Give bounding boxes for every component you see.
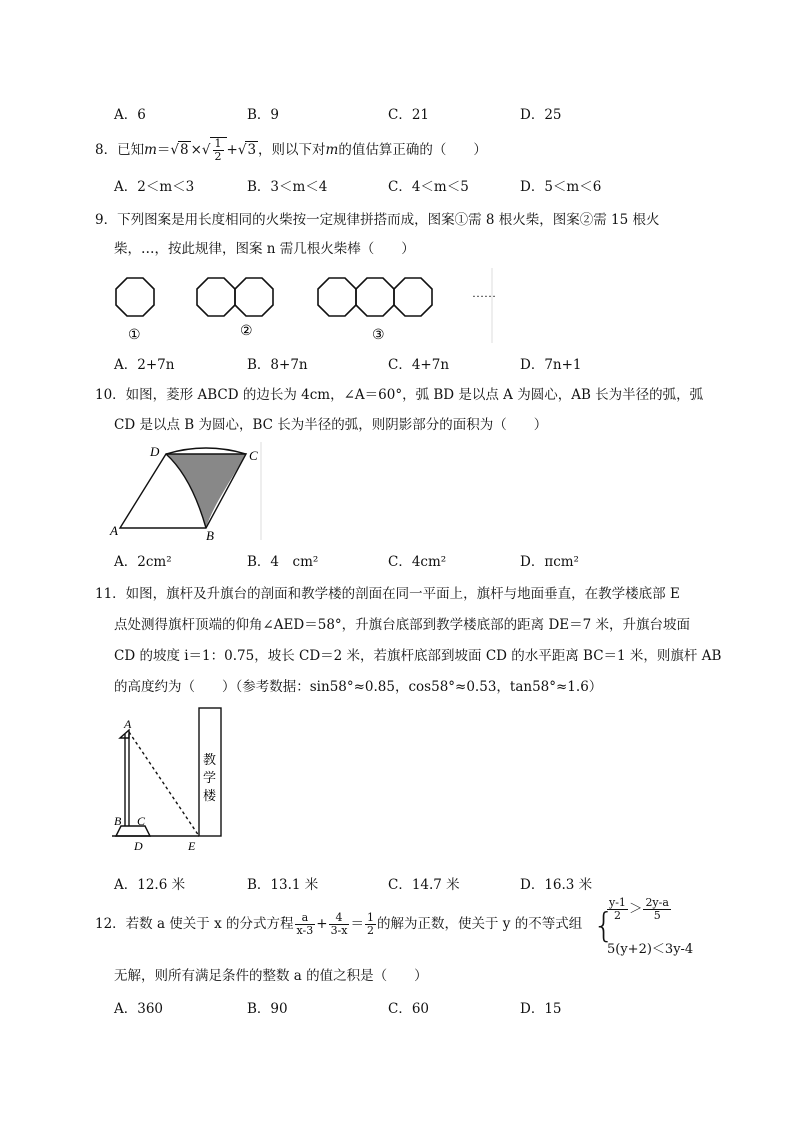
q8-tail1: ，则以下对 bbox=[258, 142, 326, 158]
q10-label-c: C bbox=[249, 448, 258, 463]
q12-line2: 无解，则所有满足条件的整数 a 的值之积是（ ） bbox=[114, 968, 428, 984]
q8-tail2: 的值估算正确的（ ） bbox=[338, 142, 487, 158]
q10-option-b: B．4 cm² bbox=[247, 554, 319, 570]
q10-label-d: D bbox=[150, 444, 160, 459]
octagon-2a bbox=[197, 278, 235, 316]
q12-ineq1 bbox=[606, 897, 672, 922]
q11-line4: 的高度约为（ ）（参考数据：sin58°≈0.85，cos58°≈0.53，tan58°≈1.6） bbox=[114, 679, 603, 695]
q12-frac2-num: 4 bbox=[329, 912, 350, 925]
q7-option-b: B．9 bbox=[247, 107, 280, 123]
q10-label-b: B bbox=[206, 528, 214, 542]
q12-option-a: A．360 bbox=[114, 1001, 164, 1017]
q9-label-3: ③ bbox=[372, 328, 385, 343]
octagon-3b bbox=[356, 278, 394, 316]
q8-option-c: C．4＜m＜5 bbox=[388, 179, 469, 195]
q11-label-c: C bbox=[137, 814, 146, 828]
q8-option-d: D．5＜m＜6 bbox=[520, 179, 602, 195]
q9-figure bbox=[100, 265, 500, 345]
q12-eq: ＝ bbox=[350, 916, 364, 932]
q11-option-a: A．12.6 米 bbox=[114, 877, 186, 893]
q12-frac2-den: 3-x bbox=[330, 924, 348, 937]
q11-line1: 11．如图，旗杆及升旗台的剖面和教学楼的剖面在同一平面上，旗杆与地面垂直，在教学楼底部 E bbox=[95, 586, 680, 602]
q8-plus: + bbox=[226, 142, 238, 158]
q12-mid: 的解为正数，使关于 y 的不等式组 bbox=[376, 916, 583, 932]
q12-ineq1-rnum: 2y-a bbox=[645, 896, 669, 909]
q9-line1: 9．下列图案是用长度相同的火柴按一定规律拼搭而成，图案①需 8 根火柴，图案②需 15 根火 bbox=[95, 212, 660, 228]
q10-shaded-region bbox=[166, 454, 246, 528]
q11-figure bbox=[108, 702, 238, 858]
q7-option-d: D．25 bbox=[520, 107, 562, 123]
q10-option-d: D．πcm² bbox=[520, 554, 579, 570]
q10-label-a: A bbox=[110, 523, 118, 538]
q8-option-a: A．2＜m＜3 bbox=[114, 179, 195, 195]
q8-var-m: m bbox=[144, 142, 157, 158]
q11-building-char-2: 学 bbox=[203, 770, 217, 785]
q11-building-char-1: 教 bbox=[203, 752, 217, 767]
q12-ineq1-lden: 2 bbox=[613, 909, 621, 922]
q11-building-char-3: 楼 bbox=[203, 788, 217, 803]
q12-frac-2 bbox=[329, 912, 350, 937]
q11-option-d: D．16.3 米 bbox=[520, 877, 593, 893]
q11-label-e: E bbox=[188, 839, 196, 853]
q10-line1: 10．如图，菱形 ABCD 的边长为 4cm，∠A＝60°，弧 BD 是以点 A 为圆心，AB 长为半径的弧，弧 bbox=[95, 387, 704, 403]
q12-stem bbox=[95, 912, 582, 937]
q12-ineq1-lnum: y-1 bbox=[609, 896, 626, 909]
q8-sqrt1: 8 bbox=[180, 142, 189, 158]
octagon-3a bbox=[318, 278, 356, 316]
q8-sqrt-sign3: √ bbox=[237, 142, 247, 158]
q9-option-c: C．4+7n bbox=[388, 357, 450, 373]
q9-option-a: A．2+7n bbox=[114, 357, 175, 373]
q8-stem bbox=[95, 137, 487, 163]
q12-frac-1 bbox=[295, 912, 316, 937]
q12-plus: + bbox=[316, 916, 328, 932]
q8-sqrt2: 3 bbox=[247, 142, 257, 158]
octagon-2b bbox=[235, 278, 273, 316]
q8-frac-num: 1 bbox=[214, 137, 222, 150]
q12-ineq1-right bbox=[643, 897, 671, 922]
q11-label-b: B bbox=[114, 814, 122, 828]
q7-option-a: A．6 bbox=[114, 107, 146, 123]
q8-option-b: B．3＜m＜4 bbox=[247, 179, 328, 195]
q12-brace: { bbox=[593, 906, 615, 946]
q8-times: × bbox=[190, 142, 202, 158]
q11-line3: CD 的坡度 i＝1：0.75，坡长 CD＝2 米，若旗杆底部到坡面 CD 的水平距离 BC＝1 米，则旗杆 AB bbox=[114, 648, 722, 664]
q12-ineq2: 5(y+2)＜3y-4 bbox=[607, 942, 694, 957]
q12-frac3-num: 1 bbox=[366, 911, 374, 924]
q8-eq: ＝ bbox=[156, 142, 171, 158]
q11-label-d: D bbox=[134, 839, 143, 853]
q7-option-c: C．21 bbox=[388, 107, 430, 123]
q8-fraction bbox=[213, 138, 224, 163]
q12-pre: 12．若数 a 使关于 x 的分式方程 bbox=[95, 916, 294, 932]
q8-sqrt-sign2: √ bbox=[201, 142, 211, 158]
q12-frac1-den: x-3 bbox=[296, 924, 314, 937]
q10-option-a: A．2cm² bbox=[114, 554, 172, 570]
q12-frac3-den: 2 bbox=[366, 924, 374, 937]
arc-cd bbox=[166, 448, 246, 454]
q12-ineq1-left bbox=[607, 897, 628, 922]
q10-figure bbox=[108, 440, 268, 542]
q12-option-c: C．60 bbox=[388, 1001, 430, 1017]
q12-ineq1-op: ＞ bbox=[628, 901, 643, 917]
q10-line2: CD 是以点 B 为圆心，BC 长为半径的弧，则阴影部分的面积为（ ） bbox=[114, 417, 548, 433]
q12-ineq1-rden: 5 bbox=[653, 909, 661, 922]
q9-option-b: B．8+7n bbox=[247, 357, 308, 373]
q8-sqrt-sign: √ bbox=[170, 142, 180, 158]
q9-option-d: D．7n+1 bbox=[520, 357, 582, 373]
q11-label-a: A bbox=[124, 717, 132, 731]
q9-label-ellipsis: …… bbox=[472, 286, 496, 300]
octagon-1 bbox=[116, 278, 154, 316]
q9-label-2: ② bbox=[240, 324, 253, 339]
q8-number: 8． bbox=[95, 142, 118, 158]
q9-label-1: ① bbox=[128, 328, 141, 343]
q12-frac1-num: a bbox=[295, 912, 316, 925]
q11-line2: 点处测得旗杆顶端的仰角∠AED＝58°，升旗台底部到教学楼底部的距离 DE＝7 米，升旗台坡面 bbox=[114, 617, 691, 633]
q12-frac-3 bbox=[365, 912, 376, 937]
q11-option-b: B．13.1 米 bbox=[247, 877, 319, 893]
q8-frac-den: 2 bbox=[214, 150, 222, 163]
q10-option-c: C．4cm² bbox=[388, 554, 447, 570]
q9-line2: 柴，…，按此规律，图案 n 需几根火柴棒（ ） bbox=[114, 241, 415, 257]
q8-intro: 已知 bbox=[117, 142, 145, 158]
q8-var-m2: m bbox=[325, 142, 339, 158]
q12-option-d: D．15 bbox=[520, 1001, 562, 1017]
q12-option-b: B．90 bbox=[247, 1001, 288, 1017]
q11-option-c: C．14.7 米 bbox=[388, 877, 460, 893]
octagon-3c bbox=[394, 278, 432, 316]
